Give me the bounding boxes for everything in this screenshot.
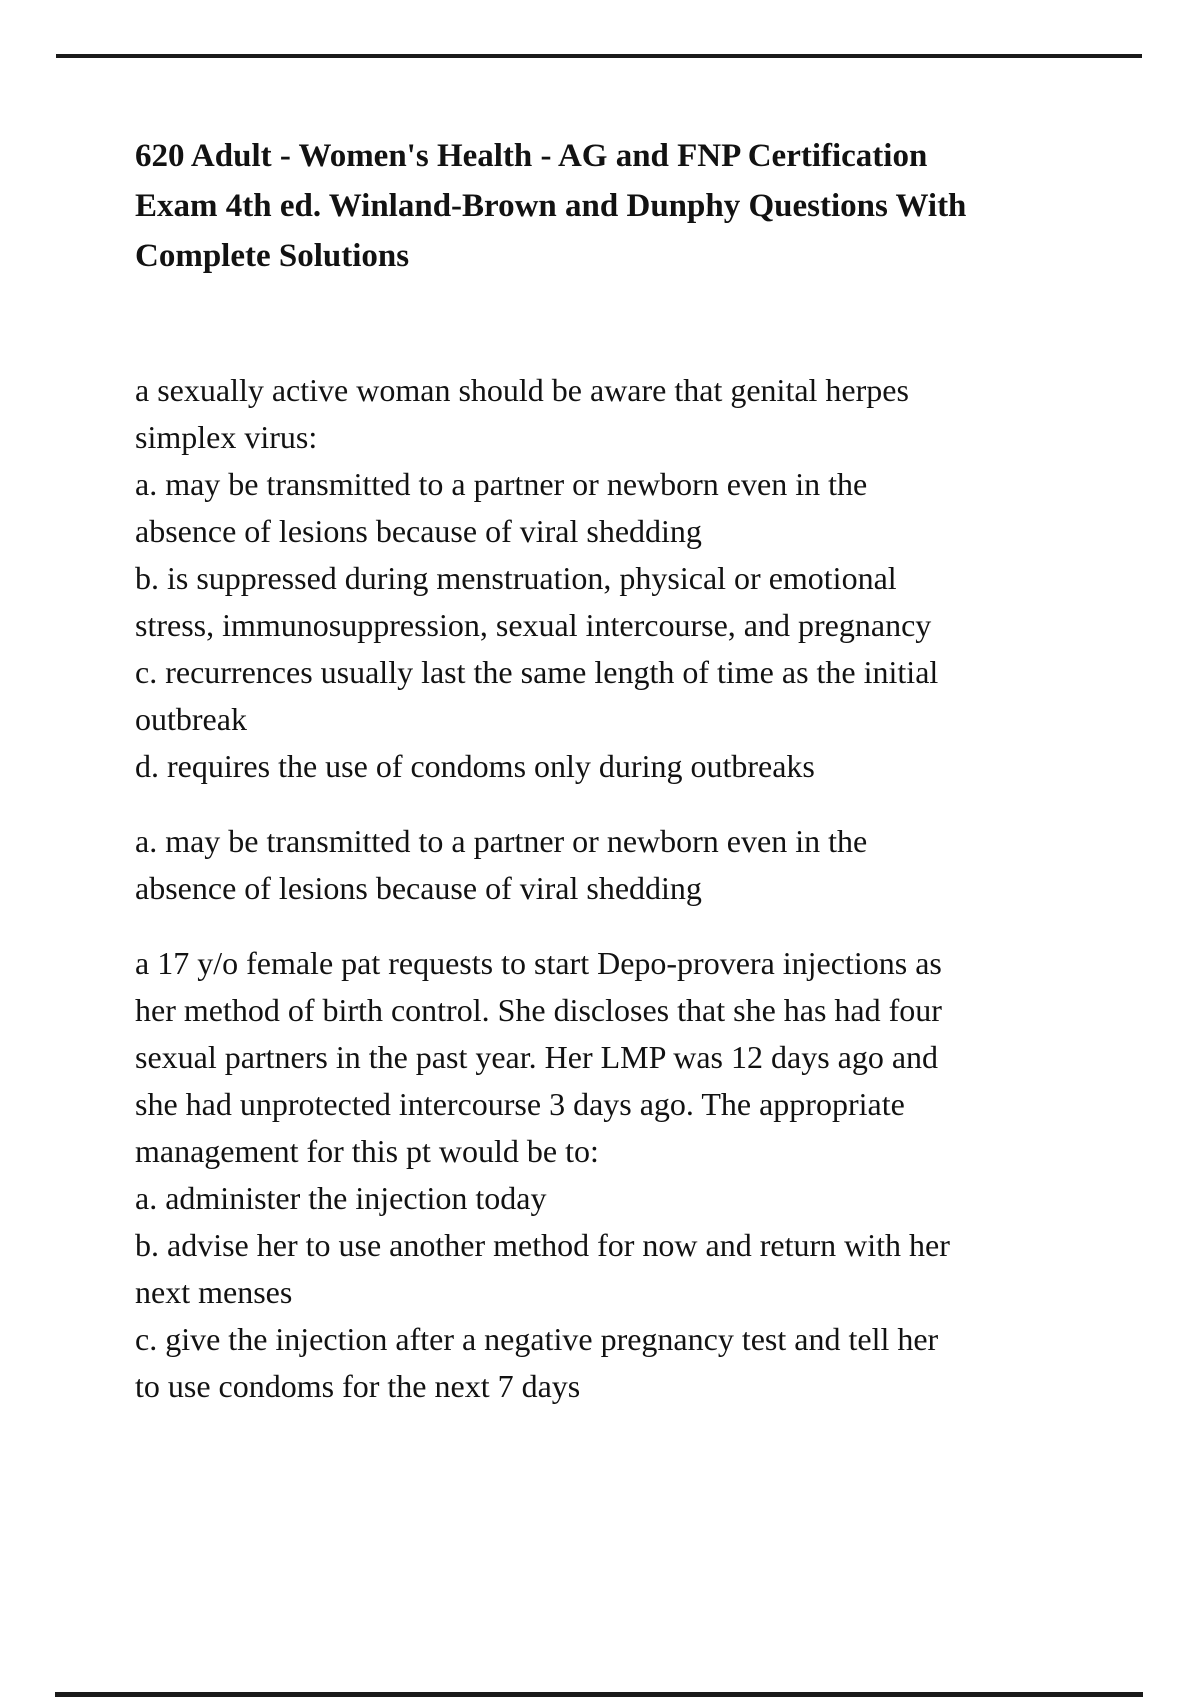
text-line: outbreak <box>135 701 247 737</box>
bottom-horizontal-rule <box>55 1692 1143 1697</box>
text-line: a. administer the injection today <box>135 1180 547 1216</box>
text-line: absence of lesions because of viral shedding <box>135 513 702 549</box>
text-line: a sexually active woman should be aware that genital herpes <box>135 372 909 408</box>
text-line: 620 Adult - Women's Health - AG and FNP Certification <box>135 138 928 174</box>
text-line: management for this pt would be to: <box>135 1133 599 1169</box>
question-1-block <box>135 367 1085 790</box>
text-line: c. recurrences usually last the same length of time as the initial <box>135 654 939 690</box>
text-line: a 17 y/o female pat requests to start Depo-provera injections as <box>135 945 942 981</box>
document-title <box>135 131 1085 281</box>
text-line: b. advise her to use another method for now and return with her <box>135 1227 950 1263</box>
text-line: simplex virus: <box>135 419 318 455</box>
text-line: absence of lesions because of viral shedding <box>135 870 702 906</box>
text-line: stress, immunosuppression, sexual intercourse, and pregnancy <box>135 607 932 643</box>
text-line: d. requires the use of condoms only during outbreaks <box>135 748 815 784</box>
text-line: a. may be transmitted to a partner or newborn even in the <box>135 823 868 859</box>
text-line: Complete Solutions <box>135 238 410 274</box>
text-line: next menses <box>135 1274 293 1310</box>
question-2-block <box>135 940 1085 1410</box>
text-line: c. give the injection after a negative pregnancy test and tell her <box>135 1321 939 1357</box>
text-line: her method of birth control. She discloses that she has had four <box>135 992 942 1028</box>
top-horizontal-rule <box>56 54 1142 58</box>
text-line: a. may be transmitted to a partner or newborn even in the <box>135 466 868 502</box>
text-line: she had unprotected intercourse 3 days ago. The appropriate <box>135 1086 905 1122</box>
text-line: b. is suppressed during menstruation, physical or emotional <box>135 560 897 596</box>
answer-1-block <box>135 818 1085 912</box>
text-line: sexual partners in the past year. Her LMP was 12 days ago and <box>135 1039 939 1075</box>
page-content <box>135 131 1085 1438</box>
text-line: Exam 4th ed. Winland-Brown and Dunphy Questions With <box>135 188 967 224</box>
text-line: to use condoms for the next 7 days <box>135 1368 581 1404</box>
